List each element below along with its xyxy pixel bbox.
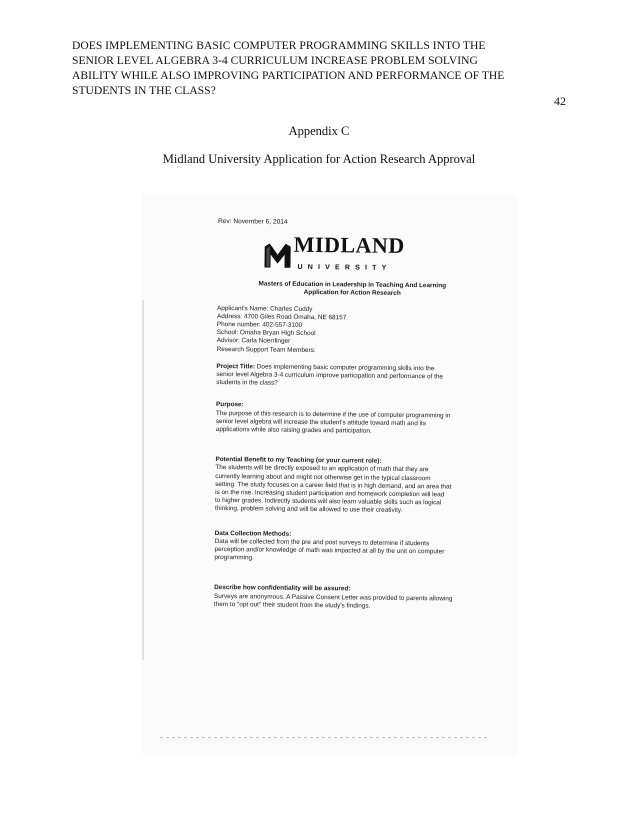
confidentiality-section <box>214 584 484 611</box>
benefit-heading: Potential Benefit to my Teaching (or your current role): <box>215 456 382 465</box>
revision-date: Rev: November 6, 2014 <box>217 218 288 226</box>
benefit-line: setting. The study focuses on a career field that is in high demand, and an area that <box>215 480 452 491</box>
project-title-line: Does implementing basic computer programming skills into the <box>255 363 435 373</box>
applicant-phone: Phone number: 402-557-3100 <box>216 321 303 329</box>
applicant-address: Address: 4700 Giles Road Omaha, NE 68157 <box>216 312 347 322</box>
scan-bottom-line <box>160 737 490 738</box>
purpose-line: applications while also raising grades and participation. <box>215 426 372 435</box>
benefit-section <box>215 456 486 516</box>
running-head-line: SENIOR LEVEL ALGEBRA 3-4 CURRICULUM INCREASE PROBLEM SOLVING <box>72 54 478 67</box>
logo-subtitle: UNIVERSITY <box>297 264 392 273</box>
page-number: 42 <box>554 94 566 108</box>
data-collection-line: programming. <box>214 554 254 562</box>
running-head-line: STUDENTS IN THE CLASS? <box>72 84 216 97</box>
benefit-line: to higher grades. Indirectly students will also learn valuable skills such as logical <box>215 497 442 507</box>
benefit-line: currently learning about and might not otherwise get in the typical classroom <box>215 472 431 482</box>
data-collection-section <box>214 530 484 566</box>
program-line: Masters of Education in Leadership in Teaching And Learning <box>258 280 447 290</box>
project-title-line: senior level Algebra 3-4 curriculum improve participation and performance of the <box>216 371 444 381</box>
purpose-line: The purpose of this research is to determine if the use of computer programming in <box>215 409 451 420</box>
applicant-advisor: Advisor: Carla Noerrlinger <box>216 337 291 346</box>
data-collection-line: perception and/or knowledge of math was impacted at all by the unit on computer <box>214 546 445 556</box>
data-collection-line: Data will be collected from the pre and post surveys to determine if students <box>214 537 430 548</box>
purpose-heading: Purpose: <box>216 401 244 409</box>
purpose-line: senior level algebra will increase the student's attitude toward math and its <box>215 417 427 428</box>
research-team: Research Support Team Members: <box>216 345 316 354</box>
logo-wordmark: MIDLAND <box>293 231 405 259</box>
running-head-line: DOES IMPLEMENTING BASIC COMPUTER PROGRAMMING SKILLS INTO THE <box>72 39 486 52</box>
confidentiality-line: them to "opt out" their student from the study's findings. <box>213 600 371 610</box>
benefit-line: thinking, problem solving and will be allowed to use their creativity. <box>214 505 403 515</box>
purpose-section <box>216 401 486 437</box>
applicant-name: Applicant's Name: Charles Cuddy <box>217 304 313 313</box>
confidentiality-line: Surveys are anonymous. A Passive Consent Letter was provided to parents allowing <box>214 592 453 603</box>
program-line: Application for Action Research <box>303 289 401 298</box>
midland-logo <box>263 231 487 277</box>
applicant-school: School: Omaha Bryan High School <box>216 329 316 338</box>
data-collection-heading: Data Collection Methods: <box>214 529 292 538</box>
midland-m-logo-icon <box>263 243 291 269</box>
scan-edge-shadow <box>142 300 144 660</box>
benefit-line: is on the rise. Increasing student participation and homework completion will lead <box>215 489 445 499</box>
applicant-info <box>217 305 488 357</box>
appendix-subtitle: Midland University Application for Action Research Approval <box>162 152 476 166</box>
project-title-label: Project Title: <box>216 362 256 371</box>
program-heading <box>217 280 487 299</box>
appendix-title: Appendix C <box>288 124 350 138</box>
confidentiality-heading: Describe how confidentiality will be assured: <box>214 584 351 593</box>
benefit-line: The students will be directly exposed to an application of math that they are <box>215 464 429 474</box>
project-title-section <box>216 363 486 390</box>
running-head <box>72 38 552 98</box>
running-head-line: ABILITY WHILE ALSO IMPROVING PARTICIPATION AND PERFORMANCE OF THE <box>72 69 505 82</box>
project-title-line: students in the class? <box>216 379 278 387</box>
application-form <box>214 218 488 612</box>
